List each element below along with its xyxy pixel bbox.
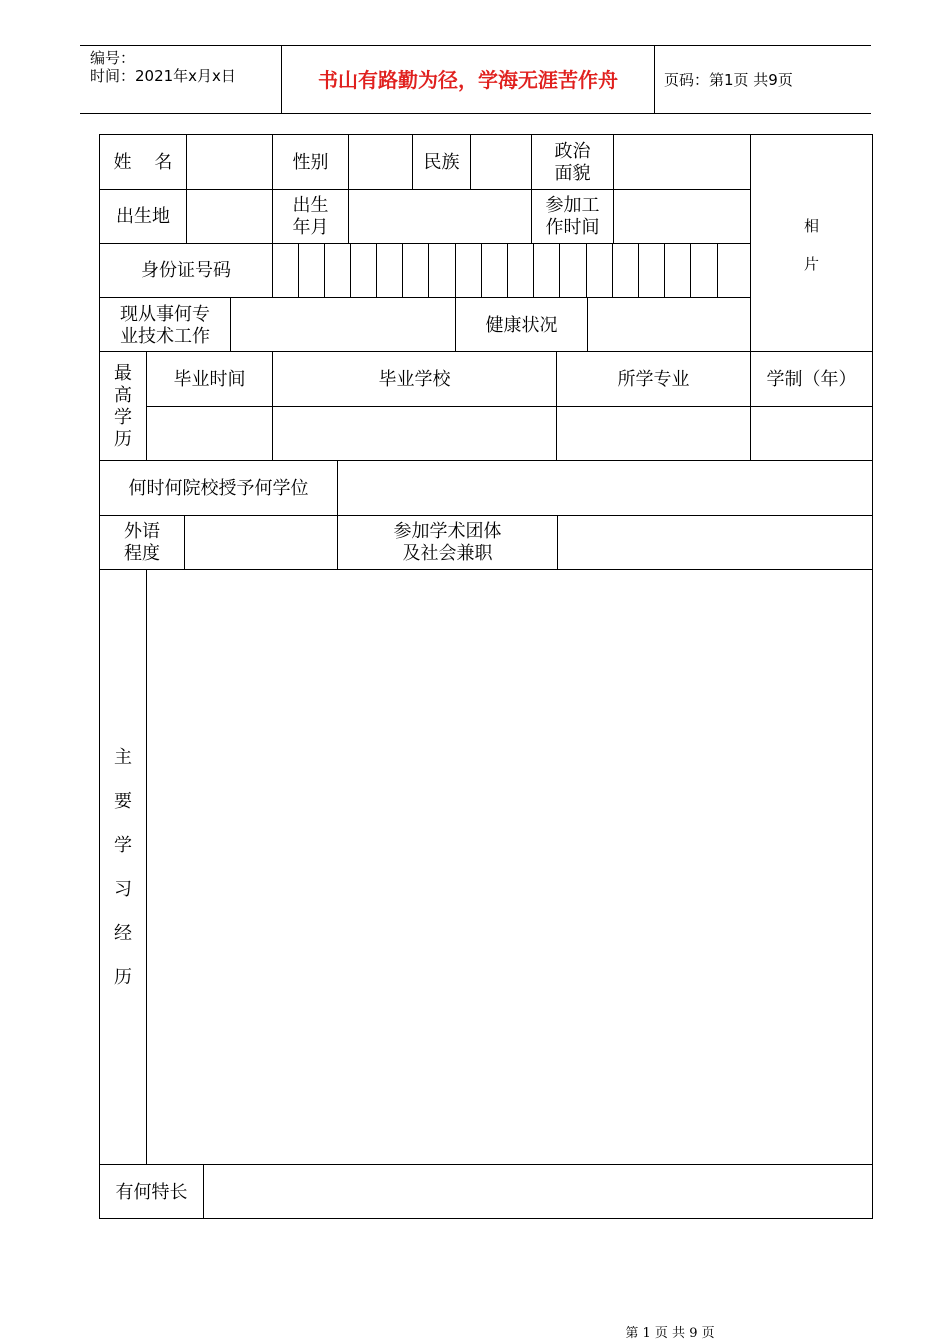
label-political-2: 面貌 xyxy=(554,163,591,184)
health-field[interactable] xyxy=(588,298,750,351)
label-id-number: 身份证号码 xyxy=(141,260,231,281)
name-field[interactable] xyxy=(187,135,272,189)
label-birth-2: 年月 xyxy=(292,217,329,238)
duration-field[interactable] xyxy=(751,407,872,460)
photo-label-2: 片 xyxy=(803,255,819,273)
political-field[interactable] xyxy=(614,135,750,189)
label-assoc-2: 及社会兼职 xyxy=(402,543,493,564)
specialty-field[interactable] xyxy=(204,1165,872,1218)
label-edu-side-4: 历 xyxy=(114,429,132,450)
birth-date-field[interactable] xyxy=(349,190,531,243)
label-edu-side-1: 最 xyxy=(114,363,132,384)
label-grad-time: 毕业时间 xyxy=(173,369,246,390)
major-field[interactable] xyxy=(557,407,750,460)
label-birthplace: 出生地 xyxy=(116,206,170,227)
label-study-side-5: 经 xyxy=(114,923,132,944)
label-study-side-3: 学 xyxy=(114,835,132,856)
label-edu-side-2: 高 xyxy=(114,385,132,406)
label-study-side-6: 历 xyxy=(114,967,132,988)
grad-school-field[interactable] xyxy=(273,407,556,460)
label-lang-1: 外语 xyxy=(124,521,160,542)
label-study-side-2: 要 xyxy=(114,791,132,812)
page-label: 页码：第1页 共9页 xyxy=(664,71,793,89)
study-history-field[interactable] xyxy=(147,570,872,1164)
label-job-2: 业技术工作 xyxy=(120,326,210,347)
label-major: 所学专业 xyxy=(617,369,690,390)
id-number-field[interactable] xyxy=(273,244,750,297)
doc-number-label: 编号： xyxy=(90,49,136,67)
language-field[interactable] xyxy=(185,516,337,569)
label-work-start-1: 参加工 xyxy=(545,195,600,216)
grad-time-field[interactable] xyxy=(147,407,272,460)
motto: 书山有路勤为径，学海无涯苦作舟 xyxy=(318,68,618,92)
label-birth-1: 出生 xyxy=(292,195,329,216)
label-grad-school: 毕业学校 xyxy=(378,369,451,390)
label-duration: 学制（年） xyxy=(766,369,857,390)
footer-page-number: 第 1 页 共 9 页 xyxy=(625,1326,715,1341)
label-specialty: 有何特长 xyxy=(115,1182,188,1203)
label-study-side-4: 习 xyxy=(114,879,132,900)
degree-field[interactable] xyxy=(338,461,872,515)
label-work-start-2: 作时间 xyxy=(545,217,600,238)
label-study-side-1: 主 xyxy=(114,747,132,768)
label-edu-side-3: 学 xyxy=(114,407,132,428)
label-health: 健康状况 xyxy=(485,315,558,336)
label-job-1: 现从事何专 xyxy=(120,304,210,325)
label-political-1: 政治 xyxy=(554,141,591,162)
job-field[interactable] xyxy=(231,298,455,351)
label-name: 姓 名 xyxy=(113,152,173,173)
work-start-field[interactable] xyxy=(614,190,750,243)
label-degree: 何时何院校授予何学位 xyxy=(128,478,309,499)
label-lang-2: 程度 xyxy=(124,543,160,564)
gender-field[interactable] xyxy=(349,135,412,189)
association-field[interactable] xyxy=(558,516,872,569)
label-assoc-1: 参加学术团体 xyxy=(393,521,502,542)
ethnicity-field[interactable] xyxy=(471,135,531,189)
photo-label-1: 相 xyxy=(803,217,819,235)
label-ethnicity: 民族 xyxy=(423,152,460,173)
doc-time-label: 时间：2021年x月x日 xyxy=(90,67,236,85)
photo-area[interactable] xyxy=(751,135,872,351)
birthplace-field[interactable] xyxy=(187,190,272,243)
label-gender: 性别 xyxy=(292,152,329,173)
